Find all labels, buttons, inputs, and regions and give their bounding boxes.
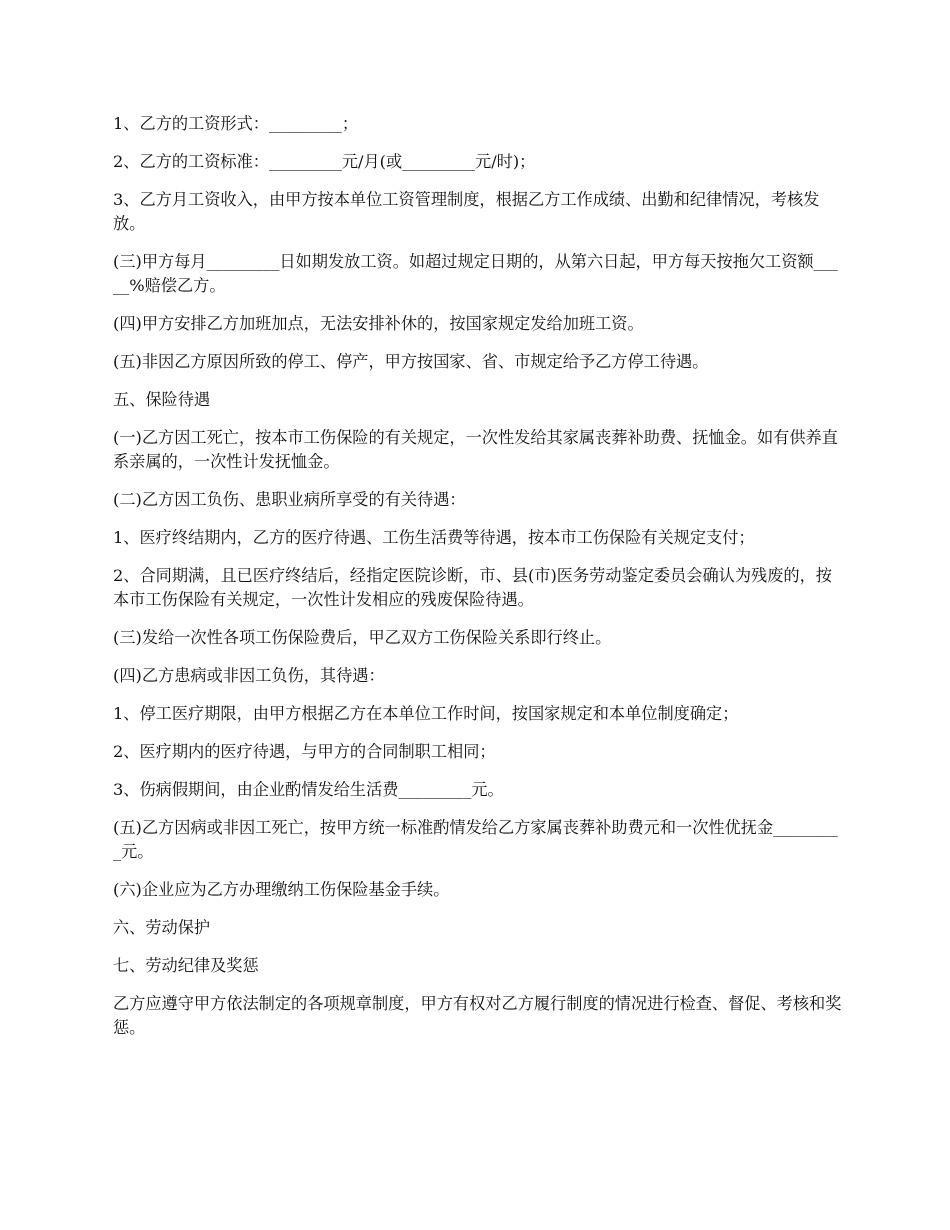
clause-wage-form: 1、乙方的工资形式：_________； — [113, 114, 359, 133]
clause-medical-treatment: 2、医疗期内的医疗待遇，与甲方的合同制职工相同； — [113, 742, 496, 761]
clause-overtime: (四)甲方安排乙方加班加点，无法安排补休的，按国家规定发给加班工资。 — [113, 314, 644, 333]
document-page — [113, 112, 843, 1054]
section-heading-discipline: 七、劳动纪律及奖惩 — [113, 956, 259, 975]
clause-non-work-death: (五)乙方因病或非因工死亡，按甲方统一标准酌情发给乙方家属丧葬补助费元和一次性优抚金_________元。 — [113, 818, 838, 861]
clause-living-allowance: 3、伤病假期间，由企业酌情发给生活费_________元。 — [113, 780, 504, 799]
clause-monthly-income: 3、乙方月工资收入，由甲方按本单位工资管理制度，根据乙方工作成绩、出勤和纪律情况，考核发放。 — [113, 190, 820, 233]
clause-rules-compliance: 乙方应遵守甲方依法制定的各项规章制度，甲方有权对乙方履行制度的情况进行检查、督促、考核和奖惩。 — [113, 994, 842, 1037]
clause-work-injury: (二)乙方因工负伤、患职业病所享受的有关待遇： — [113, 490, 466, 509]
clause-work-stoppage: (五)非因乙方原因所致的停工、停产，甲方按国家、省、市规定给予乙方停工待遇。 — [113, 352, 709, 371]
clause-sick-leave-period: 1、停工医疗期限，由甲方根据乙方在本单位工作时间，按国家规定和本单位制度确定； — [113, 704, 739, 723]
clause-work-death: (一)乙方因工死亡，按本市工伤保险的有关规定，一次性发给其家属丧葬补助费、抚恤金。如有供养直系亲属的，一次性计发抚恤金。 — [113, 428, 838, 471]
clause-medical-period: 1、医疗终结期内，乙方的医疗待遇、工伤生活费等待遇，按本市工伤保险有关规定支付； — [113, 528, 755, 547]
clause-wage-standard: 2、乙方的工资标准：_________元/月(或_________元/时)； — [113, 152, 536, 171]
section-heading-insurance: 五、保险待遇 — [113, 390, 211, 409]
clause-insurance-fund: (六)企业应为乙方办理缴纳工伤保险基金手续。 — [113, 880, 450, 899]
clause-disability: 2、合同期满，且已医疗终结后，经指定医院诊断，市、县(市)医务劳动鉴定委员会确认为残废的，按本市工伤保险有关规定，一次性计发相应的残废保险待遇。 — [113, 566, 832, 609]
clause-illness: (四)乙方患病或非因工负伤，其待遇： — [113, 666, 385, 685]
section-heading-labor-protection: 六、劳动保护 — [113, 918, 211, 937]
clause-insurance-termination: (三)发给一次性各项工伤保险费后，甲乙双方工伤保险关系即行终止。 — [113, 628, 612, 647]
clause-pay-date: (三)甲方每月_________日如期发放工资。如超过规定日期的，从第六日起，甲方每天按拖欠工资额_____%赔偿乙方。 — [113, 252, 838, 295]
